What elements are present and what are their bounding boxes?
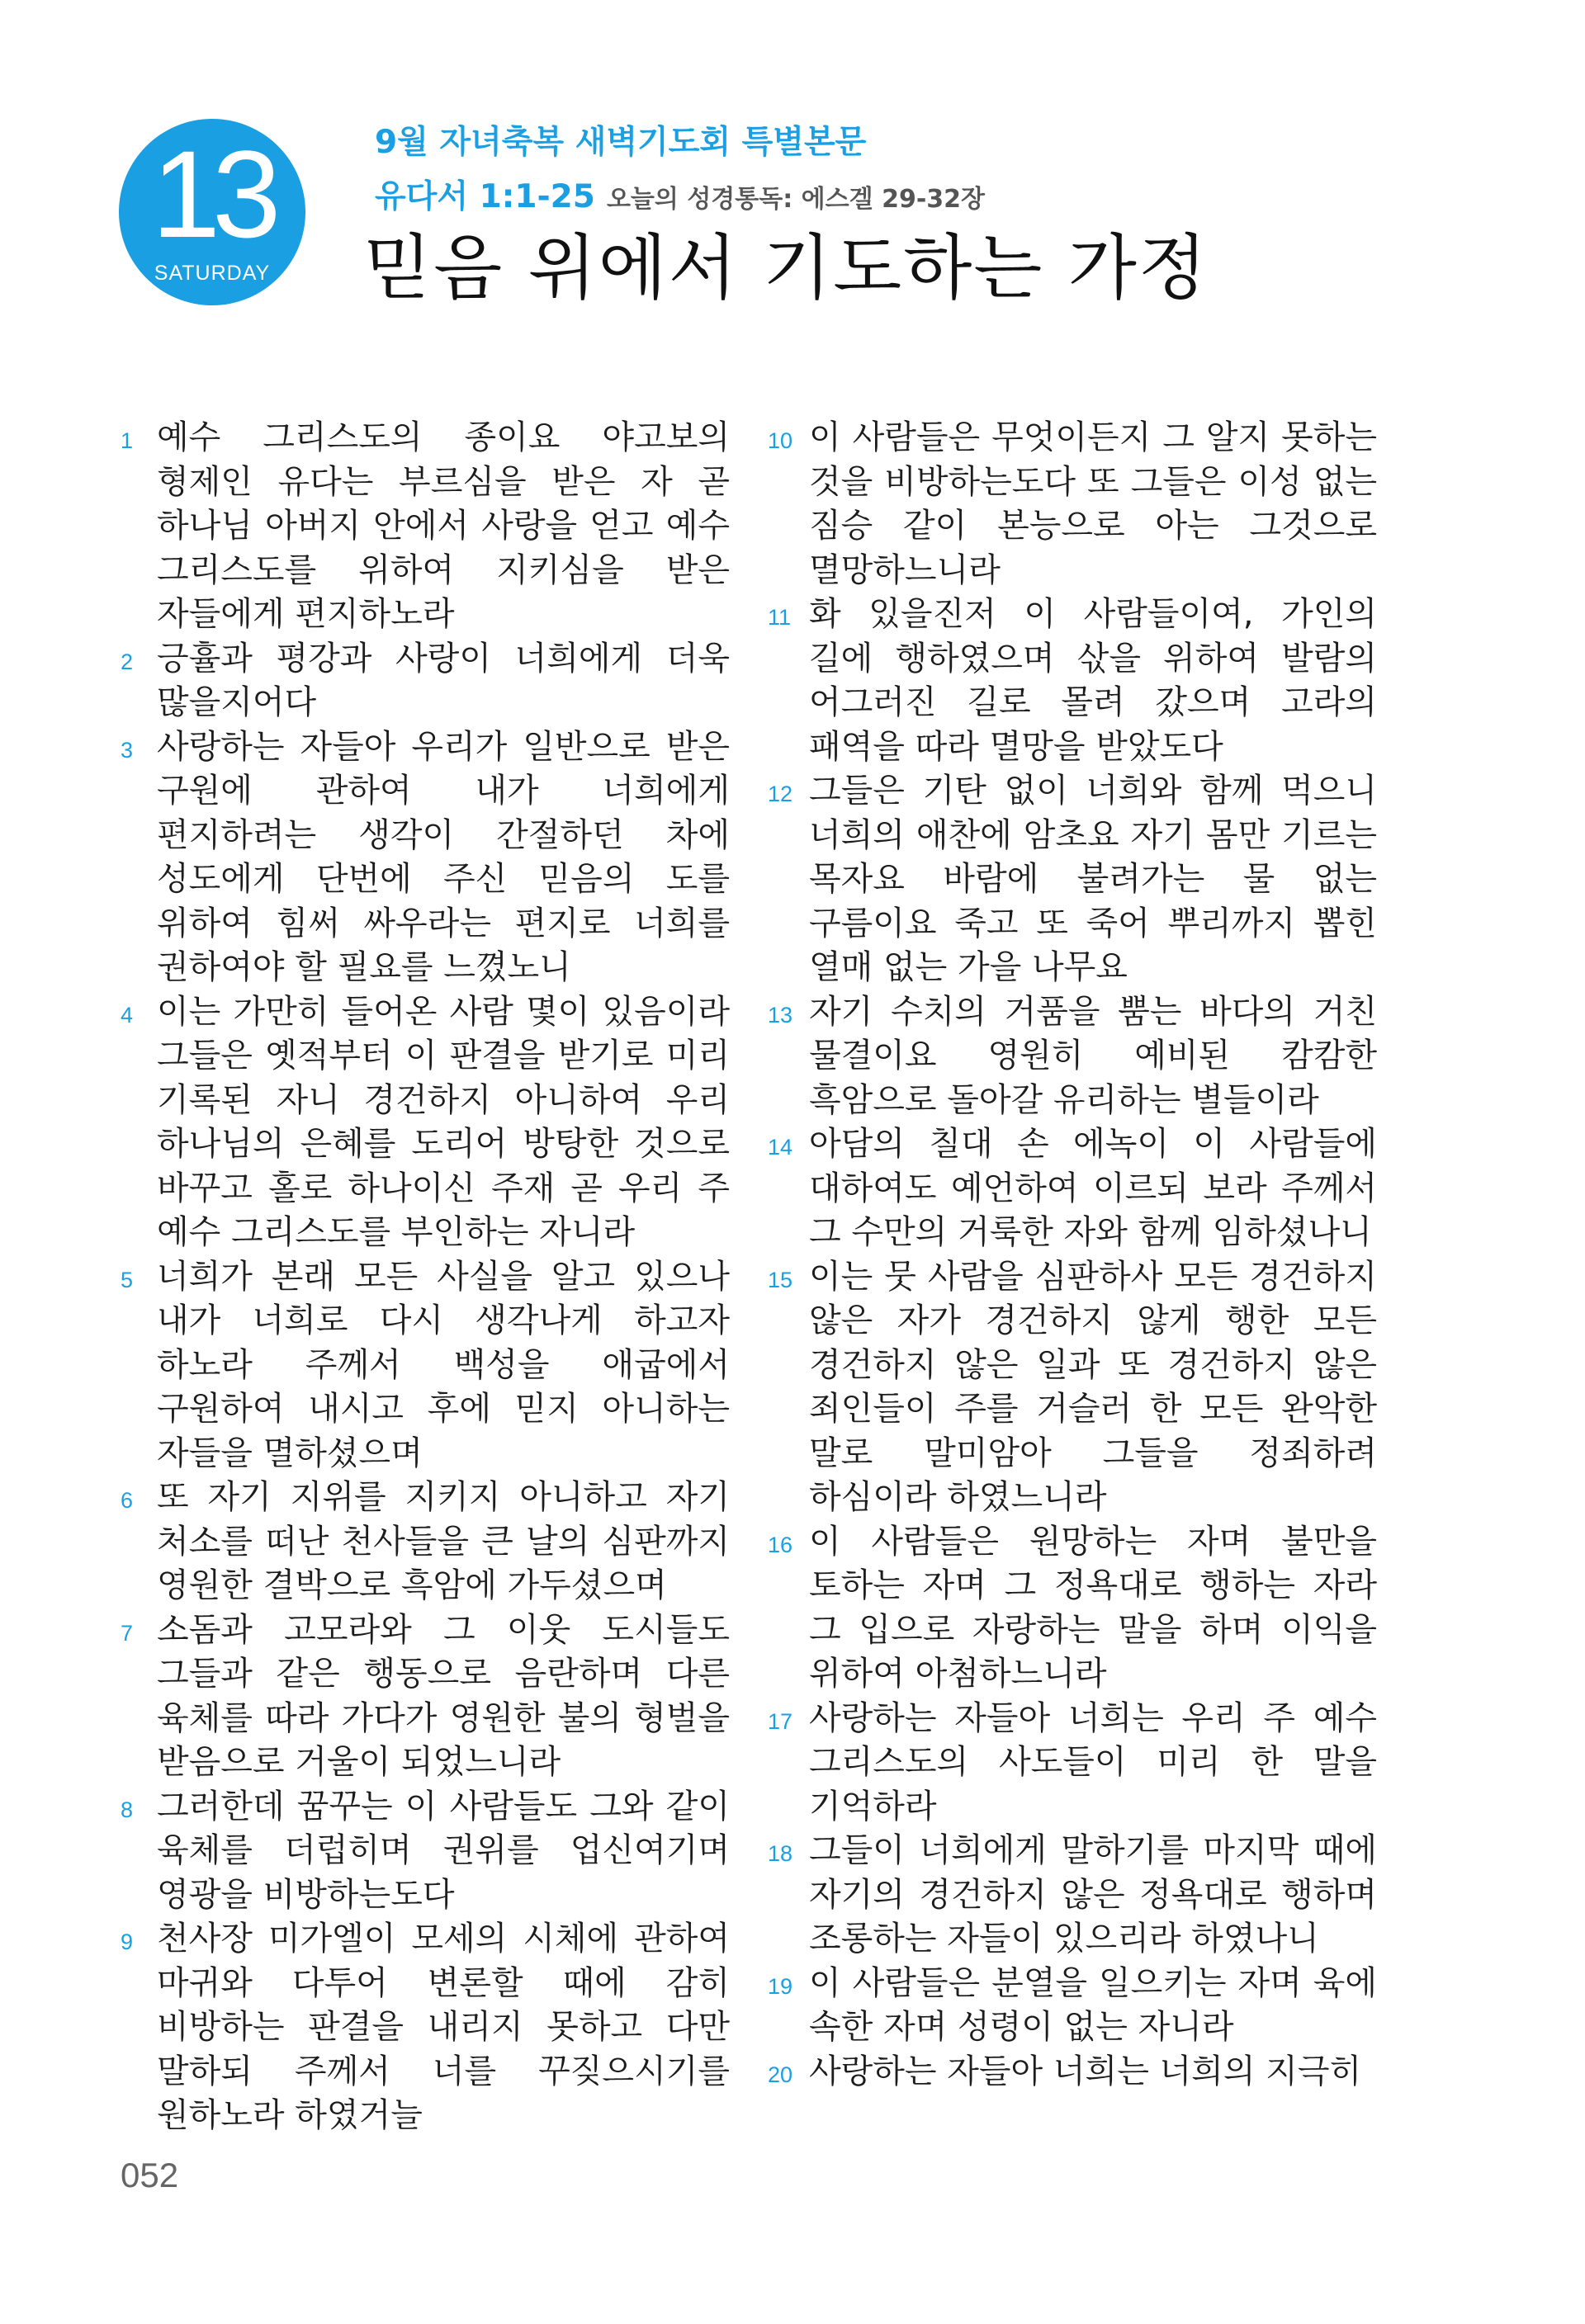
verse [768,1829,1377,1962]
passage-line [375,177,985,224]
devotional-subtitle: 9월 자녀축복 새벽기도회 특별본문 [375,124,867,161]
verse-number: 11 [768,605,792,630]
verse [768,416,1377,593]
verse [121,990,730,1255]
verse [768,990,1377,1123]
verse-number: 2 [121,649,134,674]
verse [121,1255,730,1476]
verse-number: 17 [768,1708,793,1734]
verse-text: 이 사람들은 분열을 일으키는 자며 육에 속한 자며 성령이 없는 자니라 [809,1963,1377,2046]
day-badge [119,119,305,305]
verse-number: 8 [121,1797,134,1822]
verse-text: 아담의 칠대 손 에녹이 이 사람들에 대하여도 예언하여 이르되 보라 주께서 그 수만의 거룩한 자와 함께 임하셨나니 [809,1125,1377,1251]
verse [768,2050,1377,2095]
verse-text: 그러한데 꿈꾸는 이 사람들도 그와 같이 육체를 더럽히며 권위를 업신여기며 영광을 비방하는도다 [157,1787,730,1914]
daily-reading: 오늘의 성경통독: 에스겔 29-32장 [606,185,985,214]
verse [121,1608,730,1785]
verse-text: 또 자기 지위를 지키지 아니하고 자기 처소를 떠난 천사들을 큰 날의 심판까지 영원한 결박으로 흑암에 가두셨으며 [157,1478,730,1604]
verse-text: 소돔과 고모라와 그 이웃 도시들도 그들과 같은 행동으로 음란하며 다른 육체를 따라 가다가 영원한 불의 형벌을 받음으로 거울이 되었느니라 [157,1610,730,1781]
verse-text: 긍휼과 평강과 사랑이 너희에게 더욱 많을지어다 [157,639,730,721]
verse [121,1476,730,1608]
verse-text: 예수 그리스도의 종이요 야고보의 형제인 유다는 부르심을 받은 자 곧 하나님 아버지 안에서 사랑을 얻고 예수 그리스도를 위하여 지키심을 받은 자들에게 편지하노라 [157,418,730,633]
verse-number: 12 [768,782,793,806]
verse-text: 그들은 기탄 없이 너희와 함께 먹으니 너희의 애찬에 암초요 자기 몸만 기르는 목자요 바람에 불려가는 물 없는 구름이요 죽고 또 죽어 뿌리까지 뽑힌 열매 없는 가을 나무요 [809,772,1377,986]
verse-text: 이는 뭇 사람을 심판하사 모든 경건하지 않은 자가 경건하지 않게 행한 모든 경건하지 않은 일과 또 경건하지 않은 죄인들이 주를 거슬러 한 모든 완악한 말로 말미암아 그들을 정죄하려 하심이라 하였느니라 [809,1257,1377,1516]
passage-reference: 유다서 1:1-25 [375,178,595,215]
verse [768,1122,1377,1255]
verse-number: 15 [768,1267,793,1292]
verse [768,1962,1377,2050]
verse-text: 이 사람들은 원망하는 자며 불만을 토하는 자며 그 정욕대로 행하는 자라 그 입으로 자랑하는 말을 하며 이익을 위하여 아첨하느니라 [809,1522,1377,1693]
verse-number: 3 [121,737,134,763]
verse-text: 화 있을진저 이 사람들이여, 가인의 길에 행하였으며 삯을 위하여 발람의 어그러진 길로 몰려 갔으며 고라의 패역을 따라 멸망을 받았도다 [809,595,1377,766]
page-title: 믿음 위에서 기도하는 가정 [363,227,1209,309]
verse-number: 9 [121,1930,134,1954]
verse-number: 10 [768,428,793,453]
verse [121,416,730,637]
verse-number: 5 [121,1267,134,1292]
verse-text: 사랑하는 자들아 너희는 우리 주 예수 그리스도의 사도들이 미리 한 말을 기억하라 [809,1698,1377,1826]
verse-text: 천사장 미가엘이 모세의 시체에 관하여 마귀와 다투어 변론할 때에 감히 비방하는 판결을 내리지 못하고 다만 말하되 주께서 너를 꾸짖으시기를 원하노라 하였거늘 [157,1920,730,2134]
verse-number: 16 [768,1532,793,1557]
verse [121,725,730,990]
verse-number: 18 [768,1841,793,1866]
verse-text: 자기 수치의 거품을 뿜는 바다의 거친 물결이요 영원히 예비된 캄캄한 흑암으로 돌아갈 유리하는 별들이라 [809,992,1377,1119]
verse-text: 너희가 본래 모든 사실을 알고 있으나 내가 너희로 다시 생각나게 하고자 하노라 주께서 백성을 애굽에서 구원하여 내시고 후에 믿지 아니하는 자들을 멸하셨으며 [157,1257,730,1472]
verse [768,593,1377,769]
verse-number: 14 [768,1135,793,1160]
verse [768,1255,1377,1520]
verse-text: 사랑하는 자들아 우리가 일반으로 받은 구원에 관하여 내가 너희에게 편지하려는 생각이 간절하던 차에 성도에게 단번에 주신 믿음의 도를 위하여 힘써 싸우라는 편지로 너희를 권하여야 할 필요를 느꼈노니 [157,727,730,986]
verse [768,769,1377,990]
verse-text: 그들이 너희에게 말하기를 마지막 때에 자기의 경건하지 않은 정욕대로 행하며 조롱하는 자들이 있으리라 하였나니 [809,1831,1377,1958]
verses-left-column [121,416,730,2138]
verse-number: 19 [768,1973,793,1999]
verse-text: 이는 가만히 들어온 사람 몇이 있음이라 그들은 옛적부터 이 판결을 받기로 미리 기록된 자니 경건하지 아니하여 우리 하나님의 은혜를 도리어 방탕한 것으로 바꾸고 홀로 하나이신 주재 곧 우리 주 예수 그리스도를 부인하는 자니라 [157,992,730,1251]
verse [768,1520,1377,1697]
weekday-label: SATURDAY [154,262,271,285]
verse-text: 사랑하는 자들아 너희는 너희의 지극히 [809,2052,1362,2090]
verse-number: 4 [121,1002,134,1027]
verse-number: 1 [121,428,134,453]
verse-text: 이 사람들은 무엇이든지 그 알지 못하는 것을 비방하는도다 또 그들은 이성 없는 짐승 같이 본능으로 아는 그것으로 멸망하느니라 [809,418,1377,589]
verse-number: 13 [768,1002,793,1027]
verse [121,637,730,725]
verse-number: 20 [768,2062,793,2087]
day-number: 13 [151,125,273,263]
verse [121,1917,730,2138]
verse [768,1697,1377,1830]
verse [121,1785,730,1918]
verse-number: 6 [121,1488,134,1513]
verse-number: 7 [121,1620,134,1646]
verses-right-column [768,416,1377,2094]
page-number: 052 [121,2156,179,2194]
